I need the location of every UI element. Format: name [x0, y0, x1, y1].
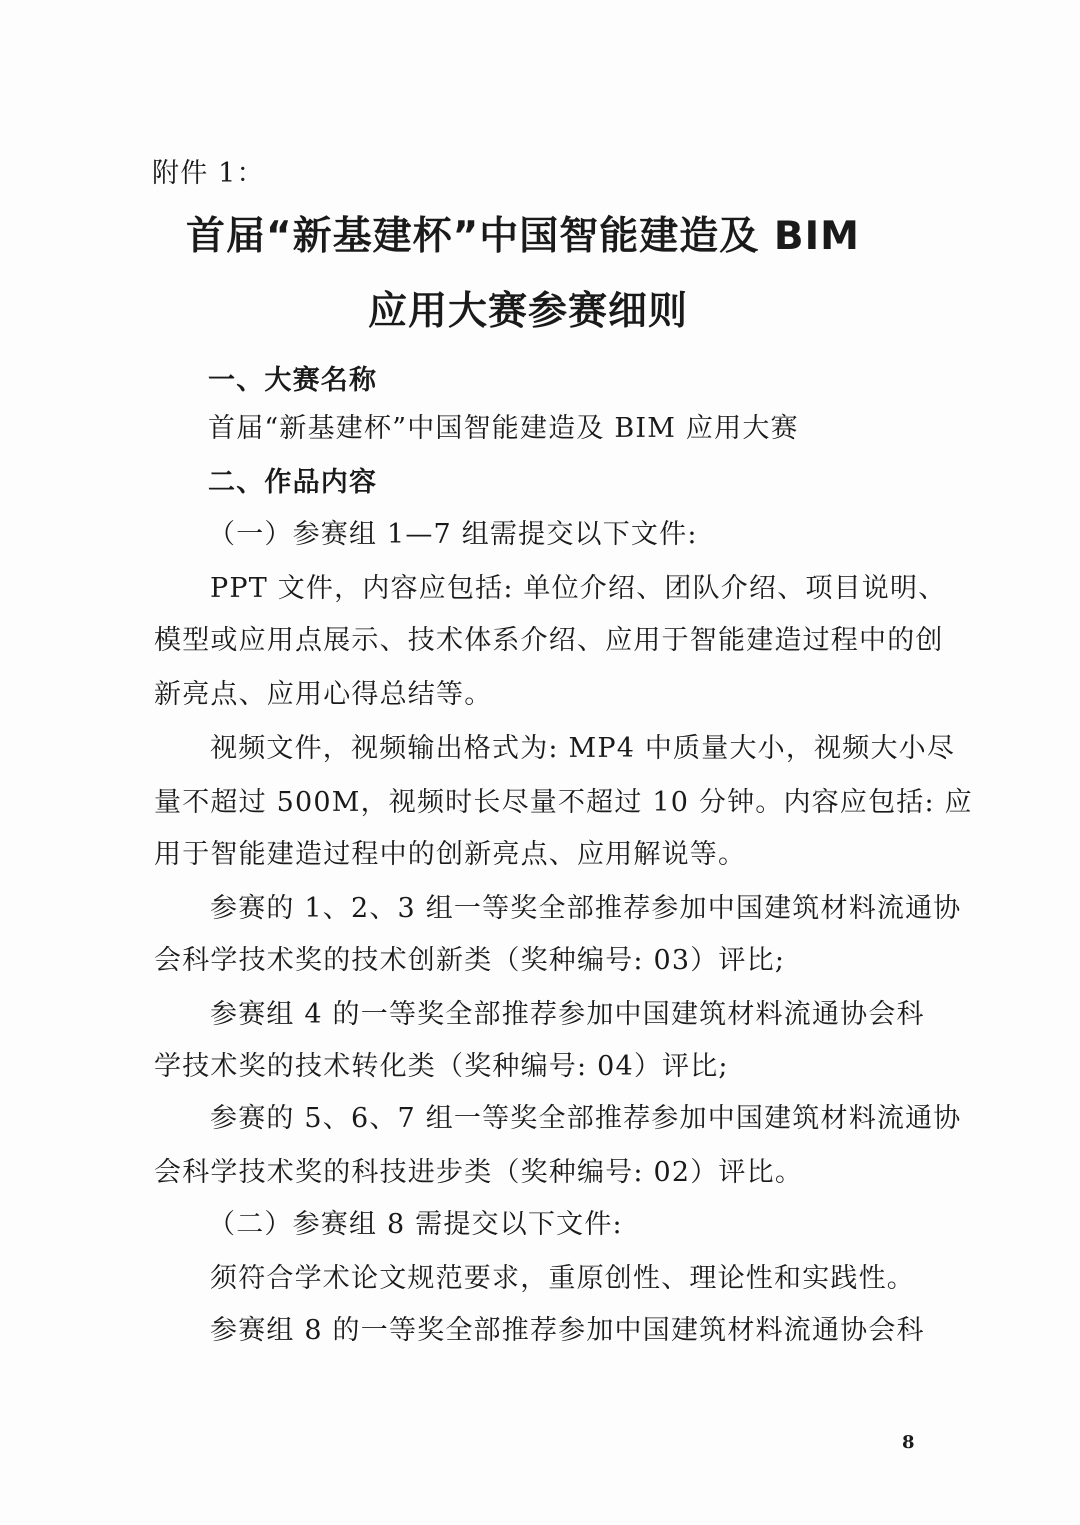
video-paragraph-line-1: 视频文件，视频输出格式为: MP4 中质量大小，视频大小尽 [210, 733, 956, 764]
subsection-1-heading: （一）参赛组 1—7 组需提交以下文件: [208, 519, 698, 550]
section-1-heading: 一、大赛名称 [208, 365, 378, 396]
attachment-label: 附件 1： [152, 158, 265, 189]
award-groups-5-7-line-1: 参赛的 5、6、7 组一等奖全部推荐参加中国建筑材料流通协 [210, 1103, 962, 1134]
ppt-paragraph-line-1: PPT 文件，内容应包括: 单位介绍、团队介绍、项目说明、 [210, 573, 947, 604]
video-paragraph-line-3: 用于智能建造过程中的创新亮点、应用解说等。 [154, 839, 747, 870]
award-groups-1-3-line-2: 会科学技术奖的技术创新类（奖种编号: 03）评比; [154, 945, 786, 976]
page-number: 8 [902, 1432, 915, 1453]
award-group-4-line-2: 学技术奖的技术转化类（奖种编号: 04）评比; [154, 1051, 729, 1082]
section-1-text: 首届“新基建杯”中国智能建造及 BIM 应用大赛 [208, 413, 799, 444]
video-paragraph-line-2: 量不超过 500M，视频时长尽量不超过 10 分钟。内容应包括: 应 [154, 787, 973, 818]
section-2-heading: 二、作品内容 [208, 467, 378, 498]
paper-requirements-text: 须符合学术论文规范要求，重原创性、理论性和实践性。 [210, 1263, 915, 1294]
document-title-line-1: 首届“新基建杯”中国智能建造及 BIM [186, 214, 860, 259]
subsection-2-heading: （二）参赛组 8 需提交以下文件: [208, 1209, 623, 1240]
ppt-paragraph-line-2: 模型或应用点展示、技术体系介绍、应用于智能建造过程中的创 [154, 625, 944, 656]
ppt-paragraph-line-3: 新亮点、应用心得总结等。 [154, 679, 493, 710]
award-groups-5-7-line-2: 会科学技术奖的科技进步类（奖种编号: 02）评比。 [154, 1157, 804, 1188]
award-groups-1-3-line-1: 参赛的 1、2、3 组一等奖全部推荐参加中国建筑材料流通协 [210, 893, 962, 924]
award-group-8-line-1: 参赛组 8 的一等奖全部推荐参加中国建筑材料流通协会科 [210, 1315, 925, 1346]
award-group-4-line-1: 参赛组 4 的一等奖全部推荐参加中国建筑材料流通协会科 [210, 999, 925, 1030]
document-title-line-2: 应用大赛参赛细则 [368, 289, 689, 334]
